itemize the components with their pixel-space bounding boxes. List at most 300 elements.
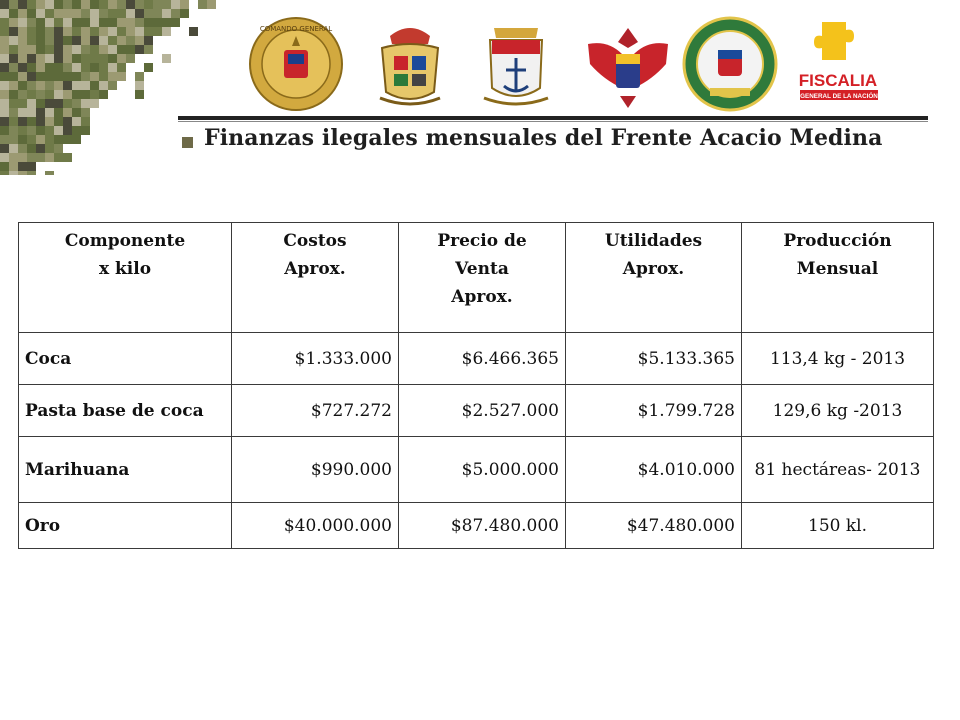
camo-cell [45, 126, 54, 135]
camo-cell [63, 36, 72, 45]
camo-cell [9, 63, 18, 72]
cell-produccion: 113,4 kg - 2013 [742, 333, 934, 385]
header-componente [19, 223, 232, 333]
header-text: Utilidades [604, 231, 703, 251]
header-text: Componente [64, 231, 186, 251]
camo-cell [27, 108, 36, 117]
camo-cell [63, 72, 72, 81]
cell-precio: $87.480.000 [399, 503, 566, 549]
camo-cell [72, 54, 81, 63]
camo-cell [18, 117, 27, 126]
cell-costos: $40.000.000 [232, 503, 399, 549]
camo-cell [27, 81, 36, 90]
cell-produccion: 81 hectáreas- 2013 [742, 437, 934, 503]
cell-costos: $727.272 [232, 385, 399, 437]
camo-cell [27, 72, 36, 81]
camo-cell [162, 0, 171, 9]
camo-cell [27, 135, 36, 144]
camo-cell [36, 27, 45, 36]
camo-cell [45, 135, 54, 144]
camo-cell [153, 0, 162, 9]
camo-cell [108, 81, 117, 90]
camo-cell [54, 99, 63, 108]
camo-cell [0, 126, 9, 135]
camo-cell [126, 18, 135, 27]
camo-cell [45, 81, 54, 90]
camo-cell [0, 45, 9, 54]
camo-cell [27, 144, 36, 153]
camo-cell [45, 144, 54, 153]
camo-cell [81, 117, 90, 126]
cell-produccion: 129,6 kg -2013 [742, 385, 934, 437]
header-produccion [742, 223, 934, 333]
camo-cell [9, 54, 18, 63]
camo-cell [0, 108, 9, 117]
camo-cell [0, 117, 9, 126]
camo-cell [99, 90, 108, 99]
camo-cell [81, 99, 90, 108]
camouflage-pattern [0, 0, 230, 175]
finances-table [18, 222, 934, 549]
camo-cell [54, 153, 63, 162]
camo-cell [81, 54, 90, 63]
camo-cell [99, 0, 108, 9]
camo-cell [45, 90, 54, 99]
camo-cell [90, 63, 99, 72]
fiscalia-wordmark: FISCALIA [798, 71, 878, 90]
camo-cell [45, 108, 54, 117]
camo-cell [0, 81, 9, 90]
camo-cell [27, 162, 36, 171]
camo-cell [27, 9, 36, 18]
table-row-pasta-base [19, 385, 934, 437]
cell-componente: Pasta base de coca [19, 385, 232, 437]
camo-cell [153, 18, 162, 27]
camo-cell [72, 90, 81, 99]
camo-cell [126, 0, 135, 9]
camo-cell [27, 117, 36, 126]
camo-cell [36, 144, 45, 153]
camo-cell [0, 72, 9, 81]
title-rule-thin [178, 121, 928, 122]
camo-cell [63, 99, 72, 108]
camo-cell [171, 9, 180, 18]
camo-cell [81, 27, 90, 36]
camo-cell [108, 36, 117, 45]
cell-componente: Oro [19, 503, 232, 549]
camo-cell [18, 36, 27, 45]
table-row-oro [19, 503, 934, 549]
camo-cell [162, 18, 171, 27]
camo-cell [9, 81, 18, 90]
camo-cell [72, 45, 81, 54]
camo-cell [153, 9, 162, 18]
camo-cell [72, 126, 81, 135]
camo-cell [0, 9, 9, 18]
camo-cell [81, 9, 90, 18]
camo-cell [81, 63, 90, 72]
camo-cell [81, 81, 90, 90]
camo-cell [144, 63, 153, 72]
camo-cell [45, 117, 54, 126]
camo-cell [18, 45, 27, 54]
camo-cell [171, 0, 180, 9]
fiscalia-subtext: GENERAL DE LA NACIÓN [800, 93, 878, 100]
camo-cell [81, 18, 90, 27]
camo-cell [45, 63, 54, 72]
camo-cell [9, 108, 18, 117]
camo-cell [117, 9, 126, 18]
camo-cell [117, 63, 126, 72]
camo-cell [0, 63, 9, 72]
camo-cell [81, 72, 90, 81]
header-text: Producción [783, 231, 892, 251]
header-text: Aprox. [284, 259, 346, 279]
camo-cell [81, 45, 90, 54]
camo-cell [36, 108, 45, 117]
camo-cell [99, 81, 108, 90]
camo-cell [153, 27, 162, 36]
camo-cell [45, 27, 54, 36]
camo-cell [72, 36, 81, 45]
camo-cell [90, 18, 99, 27]
cell-precio: $2.527.000 [399, 385, 566, 437]
camo-cell [135, 9, 144, 18]
camo-cell [54, 81, 63, 90]
institution-logos [240, 14, 880, 114]
camo-cell [81, 108, 90, 117]
camo-cell [45, 36, 54, 45]
camo-cell [81, 126, 90, 135]
camo-cell [36, 63, 45, 72]
camo-cell [144, 36, 153, 45]
camo-cell [90, 54, 99, 63]
camo-cell [99, 18, 108, 27]
cell-componente: Coca [19, 333, 232, 385]
camo-cell [63, 27, 72, 36]
camo-cell [45, 9, 54, 18]
camo-cell [63, 108, 72, 117]
camo-cell [99, 45, 108, 54]
cell-utilidades: $47.480.000 [566, 503, 742, 549]
camo-cell [18, 162, 27, 171]
camo-cell [72, 0, 81, 9]
camo-cell [180, 0, 189, 9]
cell-utilidades: $5.133.365 [566, 333, 742, 385]
camo-cell [135, 72, 144, 81]
camo-cell [0, 36, 9, 45]
camo-cell [18, 99, 27, 108]
camo-cell [9, 0, 18, 9]
camo-cell [0, 144, 9, 153]
camo-cell [99, 72, 108, 81]
camo-cell [54, 72, 63, 81]
camo-cell [54, 90, 63, 99]
camo-cell [63, 117, 72, 126]
camo-cell [90, 27, 99, 36]
camo-cell [36, 18, 45, 27]
header-text: Aprox. [622, 259, 685, 279]
army-emblem-logo [360, 14, 460, 114]
camo-cell [0, 153, 9, 162]
camo-cell [36, 45, 45, 54]
camo-cell [18, 171, 27, 175]
camo-cell [18, 81, 27, 90]
camo-cell [18, 108, 27, 117]
camo-cell [0, 99, 9, 108]
camo-cell [18, 135, 27, 144]
camo-cell [9, 171, 18, 175]
camo-cell [72, 108, 81, 117]
camo-cell [9, 126, 18, 135]
camo-cell [36, 135, 45, 144]
camo-cell [144, 18, 153, 27]
camo-cell [9, 9, 18, 18]
camo-cell [27, 99, 36, 108]
camo-cell [144, 9, 153, 18]
camo-cell [99, 63, 108, 72]
camo-cell [117, 72, 126, 81]
camo-cell [54, 27, 63, 36]
camo-cell [108, 63, 117, 72]
camo-cell [198, 0, 207, 9]
camo-cell [63, 54, 72, 63]
cell-componente: Marihuana [19, 437, 232, 503]
camo-cell [18, 0, 27, 9]
camo-cell [162, 54, 171, 63]
camo-cell [0, 162, 9, 171]
camo-cell [9, 135, 18, 144]
camo-cell [27, 126, 36, 135]
camo-cell [99, 9, 108, 18]
fiscalia-logo [788, 14, 888, 114]
camo-cell [54, 18, 63, 27]
camo-cell [27, 27, 36, 36]
camo-cell [27, 18, 36, 27]
camo-cell [63, 0, 72, 9]
camo-cell [0, 27, 9, 36]
cell-utilidades: $1.799.728 [566, 385, 742, 437]
camo-cell [144, 27, 153, 36]
camo-cell [0, 0, 9, 9]
camo-cell [63, 9, 72, 18]
camo-cell [36, 54, 45, 63]
camo-cell [63, 18, 72, 27]
camo-cell [108, 54, 117, 63]
camo-cell [9, 36, 18, 45]
header-costos [232, 223, 399, 333]
camo-cell [72, 81, 81, 90]
camo-cell [9, 90, 18, 99]
camo-cell [126, 54, 135, 63]
camo-cell [63, 63, 72, 72]
camo-cell [72, 72, 81, 81]
navy-emblem-logo [466, 14, 566, 114]
camo-cell [126, 27, 135, 36]
camo-cell [45, 99, 54, 108]
camo-cell [189, 27, 198, 36]
table-header-row [19, 223, 934, 333]
camo-cell [9, 117, 18, 126]
camo-cell [99, 54, 108, 63]
camo-cell [135, 27, 144, 36]
comando-general-seal-logo [246, 14, 346, 114]
camo-cell [9, 45, 18, 54]
camo-cell [90, 81, 99, 90]
camo-cell [117, 27, 126, 36]
camo-cell [36, 153, 45, 162]
camo-cell [135, 18, 144, 27]
camo-cell [18, 90, 27, 99]
camo-cell [18, 18, 27, 27]
camo-cell [0, 171, 9, 175]
camo-cell [45, 72, 54, 81]
camo-cell [63, 153, 72, 162]
camo-cell [27, 90, 36, 99]
camo-cell [9, 99, 18, 108]
title-rule [178, 116, 928, 120]
camo-cell [63, 90, 72, 99]
camo-cell [27, 63, 36, 72]
camo-cell [72, 117, 81, 126]
camo-cell [117, 36, 126, 45]
camo-cell [135, 0, 144, 9]
cell-precio: $5.000.000 [399, 437, 566, 503]
camo-cell [72, 9, 81, 18]
cell-costos: $990.000 [232, 437, 399, 503]
camo-cell [99, 36, 108, 45]
camo-cell [36, 126, 45, 135]
camo-cell [90, 45, 99, 54]
camo-cell [135, 36, 144, 45]
cell-costos: $1.333.000 [232, 333, 399, 385]
camo-cell [63, 45, 72, 54]
camo-cell [36, 9, 45, 18]
camo-cell [45, 153, 54, 162]
camo-cell [90, 9, 99, 18]
camo-cell [126, 9, 135, 18]
camo-cell [162, 27, 171, 36]
camo-cell [0, 54, 9, 63]
camo-cell [117, 18, 126, 27]
header-precio-venta [399, 223, 566, 333]
camo-cell [0, 18, 9, 27]
camo-cell [9, 153, 18, 162]
header-text: Venta [455, 259, 509, 279]
header-text: Aprox. [451, 287, 513, 307]
camo-cell [36, 117, 45, 126]
camo-cell [45, 171, 54, 175]
camo-cell [108, 18, 117, 27]
camo-cell [9, 27, 18, 36]
camo-cell [27, 171, 36, 175]
camo-cell [72, 99, 81, 108]
air-force-emblem-logo [578, 14, 678, 114]
camo-cell [162, 9, 171, 18]
page-title: Finanzas ilegales mensuales del Frente Acacio Medina [204, 125, 883, 151]
camo-cell [0, 135, 9, 144]
camo-cell [54, 45, 63, 54]
camo-cell [135, 81, 144, 90]
camo-cell [45, 0, 54, 9]
camo-cell [27, 0, 36, 9]
camo-cell [171, 18, 180, 27]
camo-cell [90, 90, 99, 99]
camo-cell [54, 36, 63, 45]
camo-cell [45, 54, 54, 63]
header-utilidades [566, 223, 742, 333]
camo-cell [54, 0, 63, 9]
camo-cell [36, 0, 45, 9]
camo-cell [54, 126, 63, 135]
camo-cell [108, 27, 117, 36]
camo-cell [54, 144, 63, 153]
camo-cell [144, 0, 153, 9]
table-row-marihuana [19, 437, 934, 503]
camo-cell [135, 90, 144, 99]
camo-cell [18, 126, 27, 135]
camo-cell [81, 0, 90, 9]
header-text: Precio de [437, 231, 527, 251]
camo-cell [36, 36, 45, 45]
camo-cell [108, 45, 117, 54]
header-text: Mensual [796, 259, 879, 279]
camo-cell [63, 126, 72, 135]
camo-cell [45, 18, 54, 27]
camo-cell [90, 72, 99, 81]
header-text: x kilo [98, 259, 152, 279]
camo-cell [36, 72, 45, 81]
camo-cell [18, 144, 27, 153]
camo-cell [9, 144, 18, 153]
camo-cell [36, 99, 45, 108]
camo-cell [90, 99, 99, 108]
camo-cell [117, 0, 126, 9]
camo-cell [207, 0, 216, 9]
camo-cell [54, 117, 63, 126]
camo-cell [9, 162, 18, 171]
camo-cell [108, 9, 117, 18]
camo-cell [72, 63, 81, 72]
camo-cell [126, 45, 135, 54]
camo-cell [0, 90, 9, 99]
camo-cell [27, 45, 36, 54]
camo-cell [27, 36, 36, 45]
camo-cell [36, 90, 45, 99]
camo-cell [18, 27, 27, 36]
camo-cell [18, 63, 27, 72]
camo-cell [117, 45, 126, 54]
camo-cell [108, 72, 117, 81]
camo-cell [81, 36, 90, 45]
camo-cell [99, 27, 108, 36]
camo-cell [126, 36, 135, 45]
camo-cell [63, 135, 72, 144]
camo-cell [27, 153, 36, 162]
camo-cell [18, 54, 27, 63]
seal-top-text: COMANDO GENERAL [259, 25, 333, 33]
police-emblem-logo [680, 14, 780, 114]
camo-cell [117, 54, 126, 63]
header-text: Costos [283, 231, 347, 251]
camo-cell [9, 72, 18, 81]
camo-cell [27, 54, 36, 63]
camo-cell [90, 0, 99, 9]
camo-cell [36, 81, 45, 90]
camo-cell [180, 9, 189, 18]
camo-cell [72, 27, 81, 36]
camo-cell [90, 36, 99, 45]
